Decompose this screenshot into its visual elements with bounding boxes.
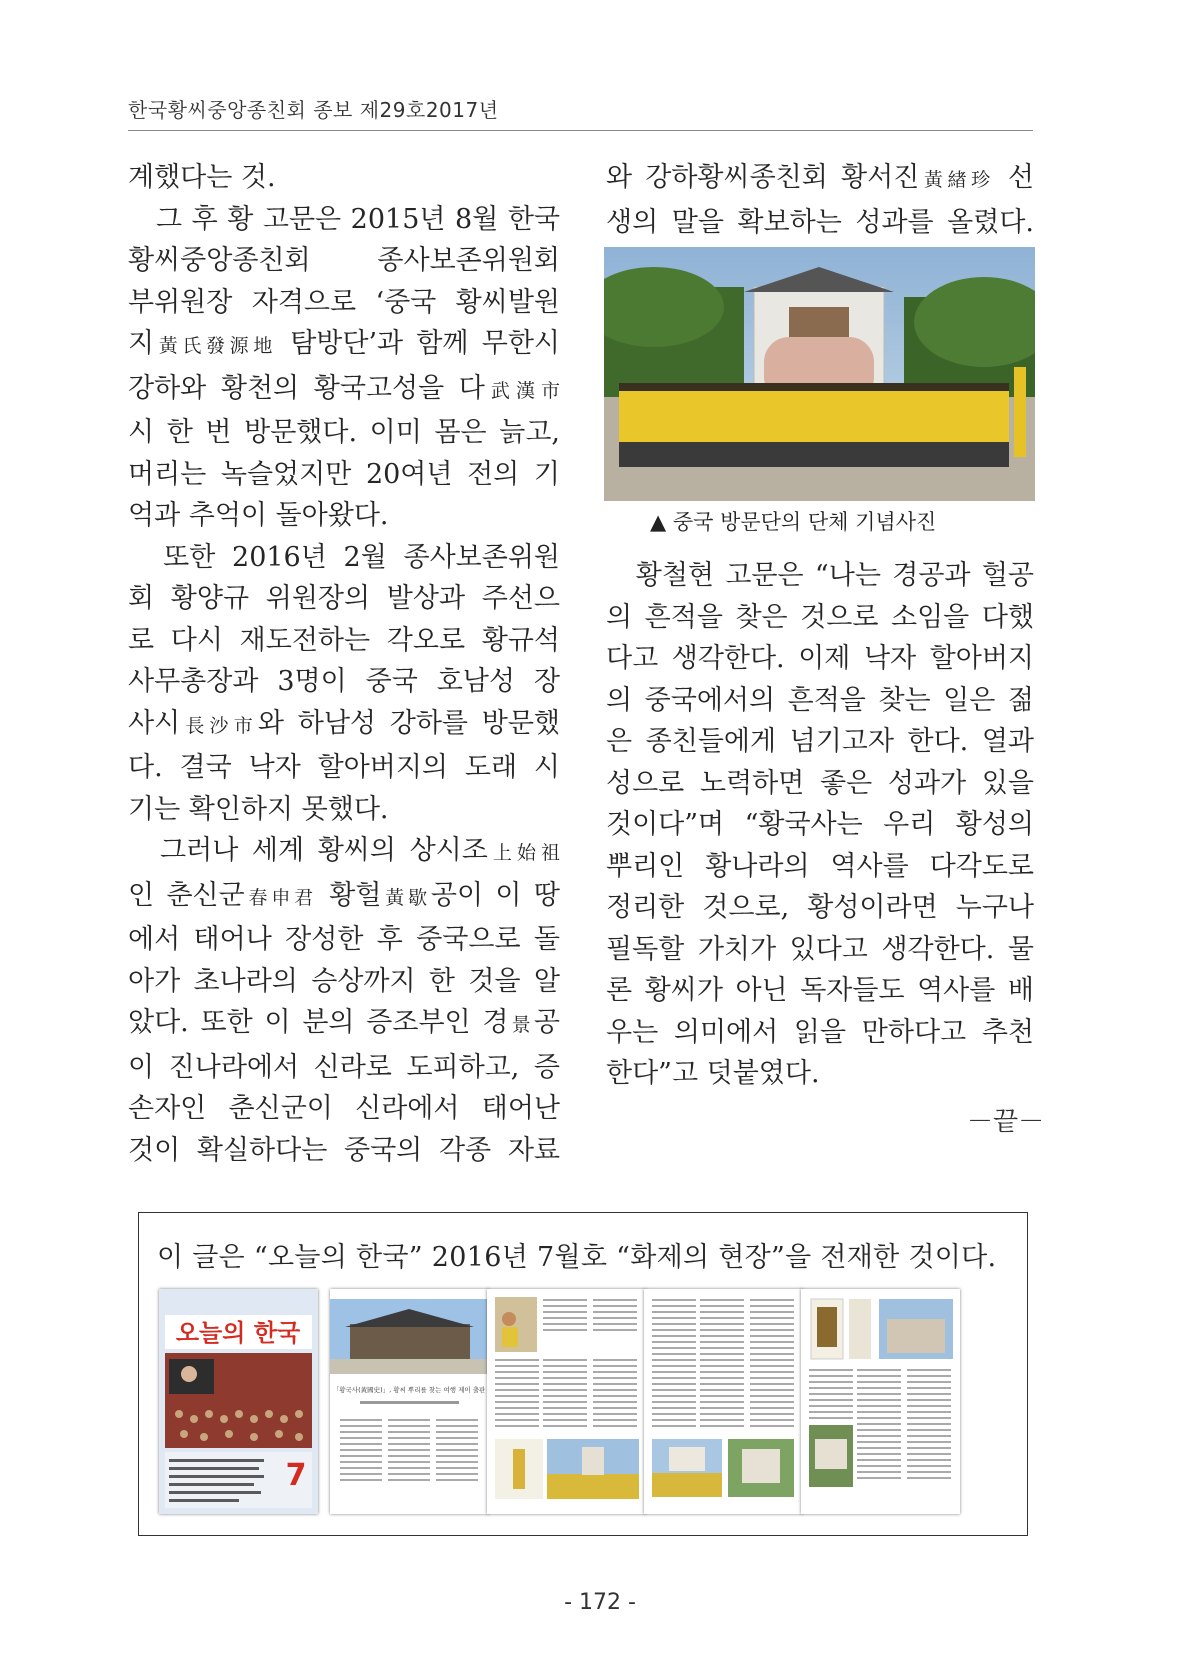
text-line [606, 1053, 1034, 1095]
hanja-annotation: 上始祖 [487, 842, 560, 864]
hanja-annotation: 長沙市 [180, 714, 258, 737]
text-segment: 의 중국에서의 흔적을 찾는 일은 젊 [606, 684, 1034, 716]
end-mark: －끝－ [967, 1107, 1045, 1137]
text-line [606, 804, 1034, 846]
text-line [606, 970, 1034, 1012]
text-segment: 손자인 춘신군이 신라에서 태어난 [128, 1093, 560, 1124]
text-segment: 또한 2016년 2월 종사보존위원 [128, 541, 560, 573]
hanja-annotation: 景 [508, 1014, 534, 1036]
text-line [606, 157, 1034, 202]
text-line [128, 282, 560, 324]
text-segment: 이 진나라에서 신라로 도피하고, 증 [128, 1051, 560, 1083]
text-line [128, 454, 560, 496]
text-line [606, 887, 1034, 929]
text-segment: 와 강하황씨종친회 황서진 [606, 162, 920, 193]
text-line [606, 638, 1034, 680]
text-segment: 선 [994, 162, 1034, 193]
header-title: 한국황씨중앙종친회 종보 제29호2017년 [128, 98, 499, 122]
text-line [606, 846, 1034, 888]
text-segment: 황철현 고문은 “나는 경공과 헐공 [606, 560, 1034, 591]
text-segment: 것이다”며 “황국사는 우리 황성의 [606, 809, 1034, 840]
text-segment: 억과 추억이 돌아왔다. [128, 500, 389, 531]
text-segment: 회 황양규 위원장의 발상과 주선으 [128, 583, 560, 614]
group-photo [604, 247, 1035, 501]
text-line [606, 929, 1034, 971]
text-line [128, 199, 560, 241]
text-segment: 사무총장과 3명이 중국 호남성 장 [128, 666, 560, 697]
text-line [128, 961, 560, 1003]
text-segment: 공이 이 땅 [430, 879, 560, 911]
text-segment: 탐방단’과 함께 무한시 [276, 328, 560, 359]
reprint-box [138, 1212, 1028, 1536]
magazine-cover-thumbnail [159, 1289, 318, 1514]
text-line [128, 1047, 560, 1089]
text-segment: 은 종친들에게 넘기고자 한다. 열과 [606, 726, 1034, 757]
text-line [606, 597, 1034, 639]
text-segment: 뿌리인 황나라의 역사를 다각도로 [606, 850, 1034, 882]
hanja-annotation: 黃氏發源地 [154, 335, 277, 357]
text-segment: 한다”고 덧붙였다. [606, 1058, 820, 1089]
text-segment: 것이 확실하다는 중국의 각종 자료 [128, 1134, 560, 1166]
article-page-2-thumbnail [487, 1289, 646, 1514]
right-column-top [606, 157, 1034, 243]
article-page-1-thumbnail [330, 1289, 489, 1514]
text-segment: 시 한 번 방문했다. 이미 몸은 늙고, [128, 417, 560, 448]
text-segment: 로 다시 재도전하는 각오로 황규석 [128, 624, 560, 656]
text-line [606, 721, 1034, 763]
text-segment: 생의 말을 확보하는 성과를 올렸다. [606, 206, 1034, 238]
text-line [606, 1012, 1034, 1054]
text-segment: 았다. 또한 이 분의 증조부인 경 [128, 1007, 509, 1038]
text-segment: 그러나 세계 황씨의 상시조 [128, 835, 488, 866]
text-segment: 성으로 노력하면 좋은 성과가 있을 [606, 767, 1034, 799]
text-segment: 에서 태어나 장성한 후 중국으로 돌 [128, 924, 560, 955]
hanja-annotation: 黃緖珍 [919, 169, 995, 191]
text-segment: 필독할 가치가 있다고 생각한다. 물 [606, 933, 1034, 965]
text-line [128, 578, 560, 620]
text-segment: 인 춘신군 [128, 879, 245, 911]
text-line [128, 495, 560, 537]
text-segment: 기는 확인하지 못했다. [128, 793, 389, 825]
text-line [128, 537, 560, 579]
text-segment: 아가 초나라의 승상까지 한 것을 알 [128, 965, 560, 997]
text-line [128, 919, 560, 961]
text-line [606, 763, 1034, 805]
text-segment: 그 후 황 고문은 2015년 8월 한국 [128, 203, 560, 235]
hanja-annotation: 武漢市 [484, 379, 560, 402]
text-line [128, 1088, 560, 1130]
hanja-annotation: 春申君 [244, 886, 317, 909]
page-number: - 172 - [564, 1590, 636, 1615]
text-segment: 우는 의미에서 읽을 만하다고 추천 [606, 1016, 1034, 1048]
text-line [128, 875, 560, 920]
hanja-annotation: 黃歇 [381, 886, 431, 909]
text-segment: 강하와 황천의 황국고성을 다 [128, 372, 485, 404]
article-page-3-thumbnail [644, 1289, 803, 1514]
text-segment: 와 하남성 강하를 방문했 [257, 707, 560, 739]
right-column-bottom [606, 555, 1034, 1095]
text-line [128, 368, 560, 413]
text-line [128, 703, 560, 748]
text-line [128, 240, 560, 282]
cover-issue: 7 [285, 1458, 307, 1493]
text-line [128, 412, 560, 454]
text-line [128, 157, 560, 199]
text-segment: 황헐 [316, 879, 382, 911]
text-line [606, 202, 1034, 244]
text-segment: 계했다는 것. [128, 162, 276, 193]
cover-title: 오늘의 한국 [175, 1319, 301, 1347]
text-segment: 공 [533, 1007, 560, 1038]
text-segment: 의 흔적을 찾은 것으로 소임을 다했 [606, 601, 1034, 633]
text-segment: 론 황씨가 아닌 독자들도 역사를 배 [606, 975, 1034, 1006]
text-line [606, 555, 1034, 597]
text-segment: 지 [128, 328, 155, 359]
text-segment: 정리한 것으로, 황성이라면 누구나 [606, 892, 1034, 923]
text-line [128, 661, 560, 703]
photo-caption: ▲ 중국 방문단의 단체 기념사진 [650, 510, 937, 534]
text-line [128, 747, 560, 789]
text-line [128, 1002, 560, 1047]
text-segment: 다. 결국 낙자 할아버지의 도래 시 [128, 752, 560, 783]
text-line [128, 620, 560, 662]
article-headline: 「황국사(黃國史)」, 황씨 뿌리를 찾는 여행 제이 출판 [332, 1386, 486, 1394]
text-line [606, 680, 1034, 722]
text-segment: 머리는 녹슬었지만 20여년 전의 기 [128, 458, 560, 490]
text-segment: 다고 생각한다. 이제 낙자 할아버지 [606, 643, 1034, 674]
text-segment: 사시 [128, 707, 181, 739]
text-segment: 부위원장 자격으로 ‘중국 황씨발원 [128, 286, 560, 318]
page-header [128, 92, 1033, 131]
reprint-note: 이 글은 “오늘의 한국” 2016년 7월호 “화제의 현장”을 전재한 것이다. [157, 1242, 997, 1273]
text-line [128, 323, 560, 368]
left-column [128, 157, 560, 1171]
text-line [128, 789, 560, 831]
text-segment: 황씨중앙종친회 종사보존위원회 [128, 245, 560, 276]
text-line [128, 1130, 560, 1172]
article-page-4-thumbnail [801, 1289, 960, 1514]
text-line [128, 830, 560, 875]
